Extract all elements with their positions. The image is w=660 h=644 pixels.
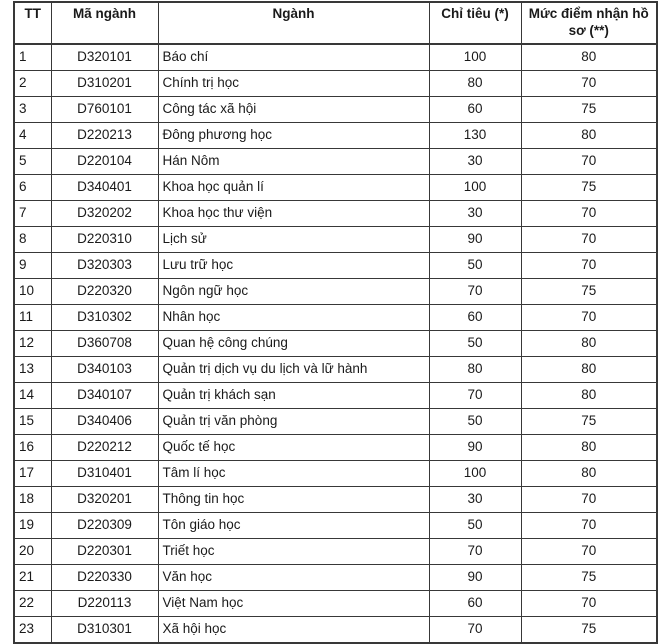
quota-cell: 60	[429, 97, 521, 123]
header-cell-name: Ngành	[158, 2, 429, 44]
major-name-cell: Quản trị khách sạn	[158, 383, 429, 409]
major-name-cell: Hán Nôm	[158, 149, 429, 175]
score-cell: 75	[521, 565, 657, 591]
quota-cell: 70	[429, 539, 521, 565]
major-name-cell: Tôn giáo học	[158, 513, 429, 539]
major-name-cell: Văn học	[158, 565, 429, 591]
table-row	[14, 253, 657, 279]
score-cell: 80	[521, 331, 657, 357]
table-row	[14, 201, 657, 227]
admissions-quota-table	[13, 1, 658, 644]
row-index-cell: 18	[14, 487, 51, 513]
score-cell: 70	[521, 591, 657, 617]
row-index-cell: 17	[14, 461, 51, 487]
row-index-cell: 11	[14, 305, 51, 331]
table-row	[14, 71, 657, 97]
quota-cell: 100	[429, 175, 521, 201]
major-name-cell: Quốc tế học	[158, 435, 429, 461]
table-row	[14, 97, 657, 123]
row-index-cell: 14	[14, 383, 51, 409]
table-row	[14, 305, 657, 331]
major-code-cell: D340107	[51, 383, 158, 409]
header-cell-tt: TT	[14, 2, 51, 44]
major-name-cell: Khoa học quản lí	[158, 175, 429, 201]
table-row	[14, 461, 657, 487]
table-row	[14, 591, 657, 617]
major-code-cell: D220330	[51, 565, 158, 591]
score-cell: 80	[521, 383, 657, 409]
major-name-cell: Nhân học	[158, 305, 429, 331]
score-cell: 70	[521, 305, 657, 331]
major-code-cell: D360708	[51, 331, 158, 357]
score-cell: 70	[521, 71, 657, 97]
row-index-cell: 20	[14, 539, 51, 565]
quota-cell: 60	[429, 591, 521, 617]
quota-cell: 100	[429, 461, 521, 487]
row-index-cell: 21	[14, 565, 51, 591]
major-code-cell: D310401	[51, 461, 158, 487]
row-index-cell: 10	[14, 279, 51, 305]
table-row	[14, 44, 657, 71]
major-code-cell: D340401	[51, 175, 158, 201]
table-row	[14, 539, 657, 565]
score-cell: 75	[521, 279, 657, 305]
row-index-cell: 7	[14, 201, 51, 227]
row-index-cell: 16	[14, 435, 51, 461]
table-row	[14, 435, 657, 461]
row-index-cell: 9	[14, 253, 51, 279]
quota-cell: 60	[429, 305, 521, 331]
quota-cell: 80	[429, 71, 521, 97]
table-row	[14, 617, 657, 644]
quota-cell: 70	[429, 617, 521, 644]
major-name-cell: Việt Nam học	[158, 591, 429, 617]
score-cell: 75	[521, 617, 657, 644]
quota-cell: 90	[429, 435, 521, 461]
major-code-cell: D220212	[51, 435, 158, 461]
row-index-cell: 1	[14, 44, 51, 71]
quota-cell: 50	[429, 513, 521, 539]
score-cell: 75	[521, 175, 657, 201]
quota-cell: 90	[429, 227, 521, 253]
header-cell-code: Mã ngành	[51, 2, 158, 44]
major-code-cell: D220104	[51, 149, 158, 175]
table-row	[14, 513, 657, 539]
major-name-cell: Thông tin học	[158, 487, 429, 513]
score-cell: 80	[521, 357, 657, 383]
row-index-cell: 23	[14, 617, 51, 644]
row-index-cell: 12	[14, 331, 51, 357]
table-row	[14, 123, 657, 149]
table-row	[14, 149, 657, 175]
row-index-cell: 6	[14, 175, 51, 201]
row-index-cell: 13	[14, 357, 51, 383]
table-row	[14, 227, 657, 253]
table-header-row	[14, 2, 657, 44]
major-name-cell: Triết học	[158, 539, 429, 565]
row-index-cell: 8	[14, 227, 51, 253]
major-code-cell: D320202	[51, 201, 158, 227]
major-code-cell: D220320	[51, 279, 158, 305]
major-code-cell: D310302	[51, 305, 158, 331]
major-code-cell: D220309	[51, 513, 158, 539]
header-cell-score: Mức điểm nhận hồ sơ (**)	[521, 2, 657, 44]
score-cell: 80	[521, 123, 657, 149]
table-row	[14, 279, 657, 305]
table-row	[14, 383, 657, 409]
score-cell: 70	[521, 149, 657, 175]
row-index-cell: 15	[14, 409, 51, 435]
table-row	[14, 175, 657, 201]
major-name-cell: Quản trị văn phòng	[158, 409, 429, 435]
table-row	[14, 409, 657, 435]
quota-cell: 50	[429, 253, 521, 279]
score-cell: 80	[521, 435, 657, 461]
quota-cell: 30	[429, 201, 521, 227]
score-cell: 75	[521, 97, 657, 123]
score-cell: 70	[521, 539, 657, 565]
major-code-cell: D220301	[51, 539, 158, 565]
score-cell: 70	[521, 513, 657, 539]
table-row	[14, 565, 657, 591]
quota-cell: 90	[429, 565, 521, 591]
major-name-cell: Công tác xã hội	[158, 97, 429, 123]
major-name-cell: Khoa học thư viện	[158, 201, 429, 227]
score-cell: 75	[521, 409, 657, 435]
major-code-cell: D220113	[51, 591, 158, 617]
major-code-cell: D320101	[51, 44, 158, 71]
quota-cell: 30	[429, 149, 521, 175]
major-code-cell: D340103	[51, 357, 158, 383]
major-name-cell: Lưu trữ học	[158, 253, 429, 279]
major-name-cell: Ngôn ngữ học	[158, 279, 429, 305]
major-code-cell: D320303	[51, 253, 158, 279]
major-name-cell: Lịch sử	[158, 227, 429, 253]
quota-cell: 50	[429, 409, 521, 435]
major-name-cell: Đông phương học	[158, 123, 429, 149]
row-index-cell: 2	[14, 71, 51, 97]
quota-cell: 70	[429, 279, 521, 305]
major-code-cell: D320201	[51, 487, 158, 513]
major-name-cell: Xã hội học	[158, 617, 429, 644]
major-code-cell: D310201	[51, 71, 158, 97]
row-index-cell: 5	[14, 149, 51, 175]
row-index-cell: 4	[14, 123, 51, 149]
major-code-cell: D340406	[51, 409, 158, 435]
score-cell: 70	[521, 253, 657, 279]
score-cell: 70	[521, 487, 657, 513]
table-row	[14, 331, 657, 357]
table-row	[14, 487, 657, 513]
quota-cell: 80	[429, 357, 521, 383]
quota-cell: 30	[429, 487, 521, 513]
major-code-cell: D220310	[51, 227, 158, 253]
row-index-cell: 22	[14, 591, 51, 617]
score-cell: 80	[521, 461, 657, 487]
quota-cell: 50	[429, 331, 521, 357]
row-index-cell: 3	[14, 97, 51, 123]
major-code-cell: D760101	[51, 97, 158, 123]
major-name-cell: Quan hệ công chúng	[158, 331, 429, 357]
major-code-cell: D220213	[51, 123, 158, 149]
score-cell: 70	[521, 201, 657, 227]
header-cell-quota: Chỉ tiêu (*)	[429, 2, 521, 44]
table-row	[14, 357, 657, 383]
quota-cell: 70	[429, 383, 521, 409]
score-cell: 70	[521, 227, 657, 253]
score-cell: 80	[521, 44, 657, 71]
quota-cell: 130	[429, 123, 521, 149]
major-name-cell: Chính trị học	[158, 71, 429, 97]
major-name-cell: Quản trị dịch vụ du lịch và lữ hành	[158, 357, 429, 383]
major-code-cell: D310301	[51, 617, 158, 644]
major-name-cell: Báo chí	[158, 44, 429, 71]
row-index-cell: 19	[14, 513, 51, 539]
major-name-cell: Tâm lí học	[158, 461, 429, 487]
quota-cell: 100	[429, 44, 521, 71]
